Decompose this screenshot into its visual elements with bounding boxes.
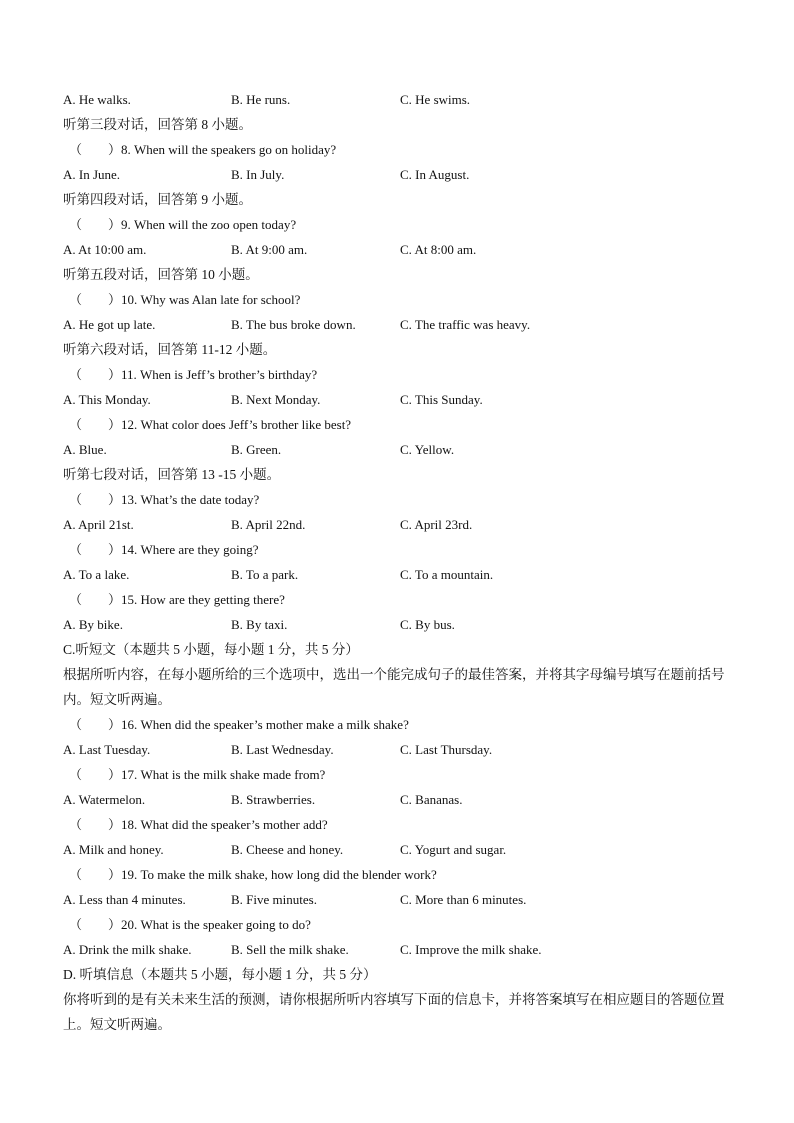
options-row xyxy=(63,387,743,412)
option-c: C. Yogurt and sugar. xyxy=(400,842,507,857)
option-a: A. To a lake. xyxy=(63,567,130,582)
options-row xyxy=(63,837,743,862)
options-row xyxy=(63,87,743,112)
option-b: B. Last Wednesday. xyxy=(231,742,334,757)
question-line: （ ）18. What did the speaker’s mother add? xyxy=(69,817,328,832)
option-c: C. Improve the milk shake. xyxy=(400,942,542,957)
question-line: （ ）14. Where are they going? xyxy=(69,542,259,557)
option-a: A. Drink the milk shake. xyxy=(63,942,192,957)
option-b: B. April 22nd. xyxy=(231,517,306,532)
option-b: B. Green. xyxy=(231,442,282,457)
options-row xyxy=(63,312,743,337)
option-a: A. Last Tuesday. xyxy=(63,742,151,757)
option-a: A. He got up late. xyxy=(63,317,156,332)
question-line: （ ）10. Why was Alan late for school? xyxy=(69,292,301,307)
option-a: A. Less than 4 minutes. xyxy=(63,892,186,907)
option-c: C. More than 6 minutes. xyxy=(400,892,527,907)
option-c: C. He swims. xyxy=(400,92,471,107)
options-row xyxy=(63,787,743,812)
option-b: B. In July. xyxy=(231,167,285,182)
option-b: B. Five minutes. xyxy=(231,892,317,907)
option-b: B. He runs. xyxy=(231,92,291,107)
option-c: C. In August. xyxy=(400,167,470,182)
option-c: C. Yellow. xyxy=(400,442,455,457)
exam-page xyxy=(63,87,743,1037)
option-a: A. Watermelon. xyxy=(63,792,146,807)
section-heading: 听第四段对话，回答第 9 小题。 xyxy=(63,192,252,207)
option-c: C. At 8:00 am. xyxy=(400,242,477,257)
option-a: A. In June. xyxy=(63,167,121,182)
section-heading: 听第七段对话，回答第 13 -15 小题。 xyxy=(63,467,281,482)
section-heading: C.听短文（本题共 5 小题，每小题 1 分，共 5 分） xyxy=(63,642,359,657)
options-row xyxy=(63,437,743,462)
section-heading: D. 听填信息（本题共 5 小题，每小题 1 分，共 5 分） xyxy=(63,967,377,982)
option-b: B. The bus broke down. xyxy=(231,317,356,332)
question-line: （ ）15. How are they getting there? xyxy=(69,592,285,607)
option-b: B. By taxi. xyxy=(231,617,288,632)
option-a: A. Milk and honey. xyxy=(63,842,164,857)
section-heading: 听第五段对话，回答第 10 小题。 xyxy=(63,267,259,282)
instruction-paragraph: 你将听到的是有关未来生活的预测，请你根据所听内容填写下面的信息卡，并将答案填写在相应题目的答题位置上。短文听两遍。 xyxy=(63,992,725,1032)
option-a: A. At 10:00 am. xyxy=(63,242,147,257)
question-line: （ ）19. To make the milk shake, how long did the blender work? xyxy=(69,867,437,882)
option-b: B. At 9:00 am. xyxy=(231,242,308,257)
option-b: B. Next Monday. xyxy=(231,392,321,407)
question-line: （ ）9. When will the zoo open today? xyxy=(69,217,297,232)
question-line: （ ）17. What is the milk shake made from? xyxy=(69,767,326,782)
option-c: C. To a mountain. xyxy=(400,567,494,582)
option-a: A. He walks. xyxy=(63,92,131,107)
option-a: A. Blue. xyxy=(63,442,107,457)
option-b: B. Strawberries. xyxy=(231,792,316,807)
question-line: （ ）12. What color does Jeff’s brother like best? xyxy=(69,417,352,432)
question-line: （ ）8. When will the speakers go on holiday? xyxy=(69,142,337,157)
option-b: B. Sell the milk shake. xyxy=(231,942,349,957)
option-c: C. By bus. xyxy=(400,617,455,632)
options-row xyxy=(63,512,743,537)
option-c: C. April 23rd. xyxy=(400,517,473,532)
options-row xyxy=(63,737,743,762)
option-a: A. April 21st. xyxy=(63,517,134,532)
options-row xyxy=(63,162,743,187)
option-c: C. Last Thursday. xyxy=(400,742,493,757)
options-row xyxy=(63,237,743,262)
options-row xyxy=(63,937,743,962)
instruction-paragraph: 根据所听内容，在每小题所给的三个选项中，选出一个能完成句子的最佳答案，并将其字母编号填写在题前括号内。短文听两遍。 xyxy=(63,667,725,707)
question-line: （ ）16. When did the speaker’s mother make a milk shake? xyxy=(69,717,409,732)
option-c: C. Bananas. xyxy=(400,792,463,807)
section-heading: 听第六段对话，回答第 11-12 小题。 xyxy=(63,342,277,357)
options-row xyxy=(63,612,743,637)
option-b: B. Cheese and honey. xyxy=(231,842,344,857)
option-a: A. This Monday. xyxy=(63,392,151,407)
option-c: C. This Sunday. xyxy=(400,392,483,407)
question-line: （ ）20. What is the speaker going to do? xyxy=(69,917,311,932)
question-line: （ ）11. When is Jeff’s brother’s birthday? xyxy=(69,367,318,382)
question-line: （ ）13. What’s the date today? xyxy=(69,492,260,507)
options-row xyxy=(63,562,743,587)
option-c: C. The traffic was heavy. xyxy=(400,317,531,332)
option-a: A. By bike. xyxy=(63,617,123,632)
section-heading: 听第三段对话，回答第 8 小题。 xyxy=(63,117,252,132)
option-b: B. To a park. xyxy=(231,567,299,582)
options-row xyxy=(63,887,743,912)
